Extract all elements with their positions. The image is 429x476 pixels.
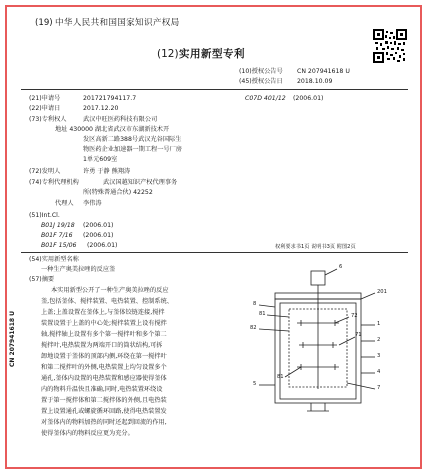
pub-no: CN 207941618 U <box>297 68 350 75</box>
agency-line-0: 武汉国越知识产权代理事务 <box>103 179 178 186</box>
patentee-line-1: 地址 430000 湖北省武汉市东湖新技术开 <box>55 126 170 133</box>
int-cl-label: (51)Int.Cl. <box>29 212 60 219</box>
mid-rule <box>21 252 408 253</box>
abstract-line-7: 和第二搅拌叶的外侧,电热装置上均匀设置多个 <box>41 364 167 371</box>
claims-info: 权利要求书1页 说明书3页 附图2页 <box>275 244 356 250</box>
inventors-label: (72)发明人 <box>29 168 61 175</box>
utility-title: 一种生产奥美拉唑的反应釜 <box>41 266 116 273</box>
abstract-line-1: 釜,包括釜体、搅拌装置、电热装置、控制系统、 <box>41 298 173 305</box>
agent-label: 代理人 <box>55 200 74 207</box>
inventors: 许勇 于静 熊翔涛 <box>83 168 131 175</box>
pub-no-label: (10)授权公告号 <box>239 68 283 75</box>
pub-date: 2018.10.09 <box>297 78 333 85</box>
drawing-label-5: 5 <box>253 381 257 387</box>
drawing-label-81b: 81 <box>277 374 284 380</box>
qr-code-icon <box>373 29 407 63</box>
abstract-label: (57)摘要 <box>29 276 55 283</box>
office-code: (19) <box>35 18 53 28</box>
side-pub-number: CN 207941618 U <box>9 310 16 367</box>
ipc-main-ver: (2006.01) <box>293 95 324 102</box>
abstract-line-4: 轴,搅拌轴上设置有多个第一搅拌叶和多个第二 <box>41 331 167 338</box>
motor-shape <box>311 271 325 285</box>
agency-label: (74)专利代理机构 <box>29 179 79 186</box>
int-cl-ver-0: (2006.01) <box>83 222 114 229</box>
patentee-line-4: 1单元609室 <box>83 156 118 163</box>
drawing-label-8: 8 <box>253 301 257 307</box>
office-name: 中华人民共和国国家知识产权局 <box>55 18 180 28</box>
drawing-label-2: 2 <box>377 337 381 343</box>
drawing-label-1: 1 <box>377 321 381 327</box>
doc-type: 实用新型专利 <box>179 48 245 60</box>
app-no-label: (21)申请号 <box>29 95 61 102</box>
drawing-label-72: 72 <box>351 313 358 319</box>
abstract-line-11: 置上设置通孔或螺旋循环回路,使得电热装置发 <box>41 408 167 415</box>
abstract-line-2: 上盖;上盖设置在釜体上,与釜体铰链连接,搅拌 <box>41 309 165 316</box>
drawing-label-81: 81 <box>259 311 266 317</box>
patentee-line-3: 物医药企业加速器一期工程一号厂房 <box>83 146 182 153</box>
drawing-label-201: 201 <box>377 289 387 295</box>
int-cl-code-0: B01J 19/18 <box>41 222 75 229</box>
reactor-drawing <box>245 265 410 415</box>
ipc-main-code: C07D 401/12 <box>245 95 286 102</box>
doc-type-code: (12) <box>157 48 179 60</box>
abstract-line-8: 通孔,釜体内设置的电热装置和感应器使得釜体 <box>41 375 167 382</box>
drawing-label-71: 71 <box>355 332 362 338</box>
drawing-label-6: 6 <box>339 264 343 270</box>
int-cl-ver-1: (2006.01) <box>83 232 114 239</box>
int-cl-code-1: B01F 7/16 <box>41 232 73 239</box>
header-rule <box>21 89 408 90</box>
abstract-line-9: 内的物料升温快且准确,同时,电热装置环绕设 <box>41 386 163 393</box>
patentee-label: (73)专利权人 <box>29 116 67 123</box>
abstract-line-13: 使得釜体内的物料反应更为充分。 <box>41 430 134 437</box>
drawing-label-82: 82 <box>250 325 257 331</box>
abstract-line-12: 对釜体内的物料加热的同时还起到回流的作用, <box>41 419 167 426</box>
agency-line-1: 所(特殊普通合伙) 42252 <box>83 189 153 196</box>
agent: 李伟涛 <box>83 200 102 207</box>
int-cl-code-2: B01F 15/06 <box>41 242 77 249</box>
patentee-line-0: 武汉中旺医药科技有限公司 <box>83 116 158 123</box>
document-page <box>5 5 422 469</box>
drawing-label-3: 3 <box>377 353 381 359</box>
patentee-line-2: 发区高新二路388号武汉光谷国际生 <box>83 136 182 143</box>
int-cl-ver-2: (2006.01) <box>87 242 118 249</box>
app-date: 2017.12.20 <box>83 105 119 112</box>
app-date-label: (22)申请日 <box>29 105 61 112</box>
title-label: (54)实用新型名称 <box>29 256 79 263</box>
abstract-line-10: 置于第一搅拌体和第二搅拌体的外侧,且电热装 <box>41 397 167 404</box>
abstract-line-3: 装置设置于上盖的中心处;搅拌装置上设有搅拌 <box>41 320 167 327</box>
drawing-label-4: 4 <box>377 369 381 375</box>
abstract-line-5: 搅拌叶,电热装置为两端开口的筒状结构,可拆 <box>41 342 163 349</box>
app-no: 201721794117.7 <box>83 95 137 102</box>
drawing-label-7: 7 <box>377 385 381 391</box>
abstract-line-6: 卸地设置于釜体的顶部内侧,环绕在第一搅拌叶 <box>41 353 167 360</box>
abstract-line-0: 本实用新型公开了一种生产奥美拉唑的反应 <box>51 287 169 294</box>
pub-date-label: (45)授权公告日 <box>239 78 283 85</box>
